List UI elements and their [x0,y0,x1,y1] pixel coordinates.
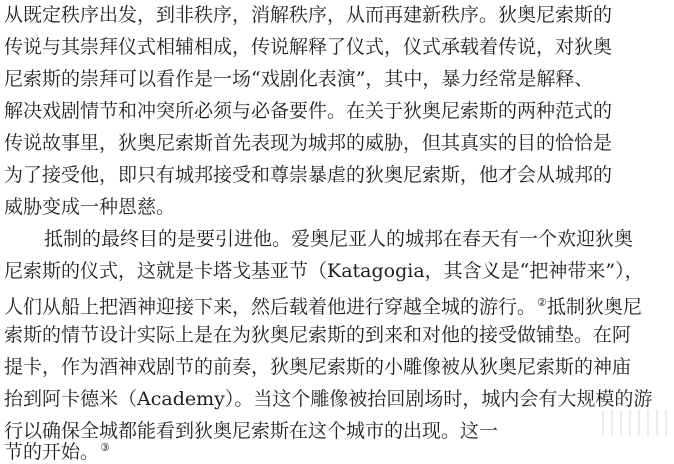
paragraph-first-line: 抵制的最终目的是要引进他。爱奥尼亚人的城邦在春天有一个欢迎狄奥 [44,228,634,250]
footnote-marker[interactable]: ③ [100,441,110,454]
text-line: 提卡，作为酒神戏剧节的前奏，狄奥尼索斯的小雕像被从狄奥尼索斯的神庙 [4,356,632,378]
text-line: 尼索斯的崇拜可以看作是一场“戏剧化表演”，其中，暴力经常是解释、 [4,68,594,90]
text-line: 传说故事里，狄奥尼索斯首先表现为城邦的威胁，但其真实的目的恰恰是 [4,132,613,154]
text-line: 抬到阿卡德米（Academy）。当这个雕像被抬回剧场时，城内会有大规模的游 [4,388,653,410]
text-line: 解决戏剧情节和冲突所必须与必备要件。在关于狄奥尼索斯的两种范式的 [4,100,613,122]
text-line-with-footnote [4,287,668,319]
text-line: 行以确保全城都能看到狄奥尼索斯在这个城市的出现。这一 [4,420,499,442]
text-line: 索斯的情节设计实际上是在为狄奥尼索斯的到来和对他的接受做铺垫。在阿 [4,324,632,346]
text-line-with-footnote [4,432,668,464]
text-line: 威胁变成一种恩慈。 [4,196,176,218]
text-segment: 人们从船上把酒神迎接下来，然后载着他进行穿越全城的游行。 [4,296,537,318]
text-segment: 节的开始。 [4,441,100,463]
text-segment: 抵制狄奥尼 [546,296,642,318]
text-line: 从既定秩序出发，到非秩序，消解秩序，从而再建新秩序。狄奥尼索斯的 [4,4,613,26]
footnote-marker[interactable]: ② [537,296,547,309]
text-line: 传说与其崇拜仪式相辅相成，传说解释了仪式，仪式承载着传说，对狄奥 [4,36,613,58]
scan-artifact [598,410,668,436]
text-line: 为了接受他，即只有城邦接受和尊崇暴虐的狄奥尼索斯，他才会从城邦的 [4,164,613,186]
text-line: 尼索斯的仪式，这就是卡塔戈基亚节（Katagogia，其含义是“把神带来”）， [4,260,644,282]
